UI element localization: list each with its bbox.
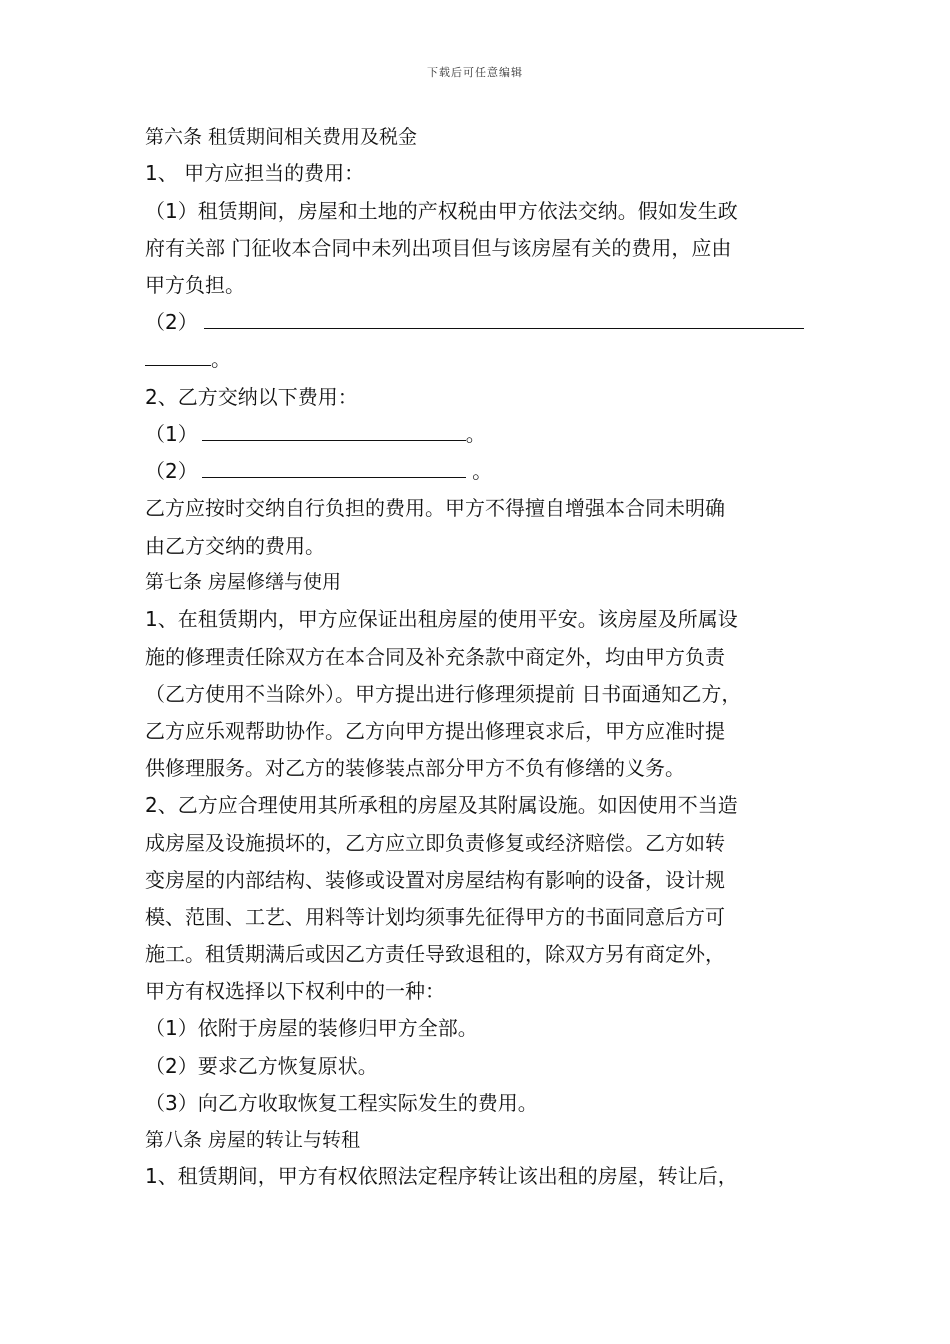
paragraph-line: （2）要求乙方恢复原状。 <box>145 1054 378 1078</box>
paragraph-line: （3）向乙方收取恢复工程实际发生的费用。 <box>145 1091 538 1115</box>
paragraph-line: （1）依附于房屋的装修归甲方全部。 <box>145 1016 478 1040</box>
paragraph-line: 甲方有权选择以下权利中的一种： <box>145 979 445 1003</box>
blank-field[interactable] <box>145 349 211 366</box>
paragraph-line: 1、租赁期间，甲方有权依照法定程序转让该出租的房屋，转让后， <box>145 1164 738 1188</box>
paragraph-line: 1、在租赁期内，甲方应保证出租房屋的使用平安。该房屋及所属设 <box>145 607 738 631</box>
paragraph-line: 2、乙方交纳以下费用： <box>145 385 358 409</box>
paragraph-line: 2、乙方应合理使用其所承租的房屋及其附属设施。如因使用不当造 <box>145 793 738 817</box>
blank-field[interactable] <box>202 424 466 441</box>
fill-line <box>145 457 815 485</box>
paragraph-line: 成房屋及设施损坏的，乙方应立即负责修复或经济赔偿。乙方如转 <box>145 831 725 855</box>
section-heading-7: 第七条 房屋修缮与使用 <box>145 571 342 593</box>
item-label: （1） <box>145 422 198 446</box>
fill-line <box>145 420 815 448</box>
period-mark: 。 <box>465 422 486 446</box>
item-label: （2） <box>145 310 198 334</box>
paragraph-line: （乙方使用不当除外）。甲方提出进行修理须提前 日书面通知乙方， <box>145 682 742 706</box>
blank-field[interactable] <box>204 312 804 329</box>
page-header: 下载后可任意编辑 <box>427 66 523 79</box>
paragraph-line: 乙方应乐观帮助协作。乙方向甲方提出修理哀求后，甲方应准时提 <box>145 719 725 743</box>
paragraph-line: （1）租赁期间，房屋和土地的产权税由甲方依法交纳。假如发生政 <box>145 199 738 223</box>
paragraph-line: 施的修理责任除双方在本合同及补充条款中商定外，均由甲方负责 <box>145 645 725 669</box>
paragraph-line: 施工。租赁期满后或因乙方责任导致退租的，除双方另有商定外， <box>145 942 725 966</box>
fill-line <box>145 345 815 373</box>
paragraph-line: 府有关部 门征收本合同中未列出项目但与该房屋有关的费用，应由 <box>145 236 732 260</box>
blank-field[interactable] <box>202 461 466 478</box>
period-mark: 。 <box>465 459 493 483</box>
section-heading-8: 第八条 房屋的转让与转租 <box>145 1129 361 1151</box>
fill-line <box>145 308 815 336</box>
section-heading-6: 第六条 租赁期间相关费用及税金 <box>145 126 418 148</box>
paragraph-line: 模、范围、工艺、用料等计划均须事先征得甲方的书面同意后方可 <box>145 905 725 929</box>
paragraph-line: 由乙方交纳的费用。 <box>145 534 325 558</box>
paragraph-line: 乙方应按时交纳自行负担的费用。甲方不得擅自增强本合同未明确 <box>145 496 725 520</box>
paragraph-line: 1、 甲方应担当的费用： <box>145 161 365 185</box>
period-mark: 。 <box>211 347 231 371</box>
item-label: （2） <box>145 459 198 483</box>
paragraph-line: 变房屋的内部结构、装修或设置对房屋结构有影响的设备，设计规 <box>145 868 725 892</box>
paragraph-line: 甲方负担。 <box>145 273 245 297</box>
paragraph-line: 供修理服务。对乙方的装修装点部分甲方不负有修缮的义务。 <box>145 756 685 780</box>
